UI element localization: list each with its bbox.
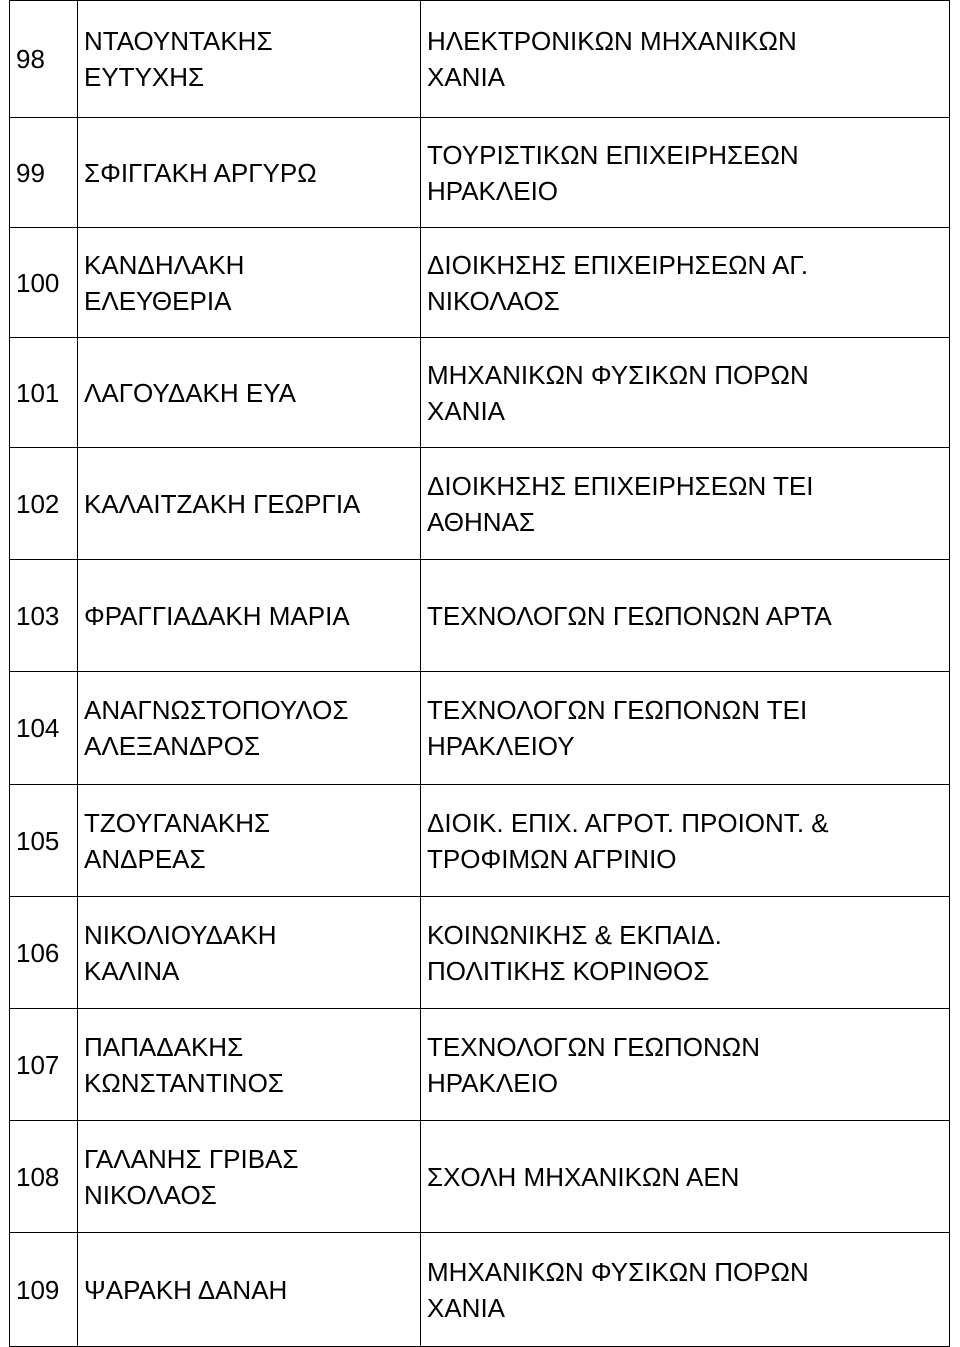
table-row (10, 1, 950, 118)
candidate-name (78, 118, 421, 228)
name-line: ΠΑΠΑΔΑΚΗΣ (84, 1031, 244, 1062)
school-line: ΔΙΟΙΚΗΣΗΣ ΕΠΙΧΕΙΡΗΣΕΩΝ ΤΕΙ (427, 470, 814, 501)
school-line: ΤΕΧΝΟΛΟΓΩΝ ΓΕΩΠΟΝΩΝ (427, 1031, 760, 1062)
name-line: ΨΑΡΑΚΗ ΔΑΝΑΗ (84, 1274, 288, 1305)
school-line: ΠΟΛΙΤΙΚΗΣ ΚΟΡΙΝΘΟΣ (427, 955, 710, 986)
school-line: ΑΘΗΝΑΣ (427, 506, 535, 537)
name-line: ΑΝΔΡΕΑΣ (84, 843, 206, 874)
table-row (10, 118, 950, 228)
row-number: 108 (10, 1121, 78, 1233)
school-line: ΝΙΚΟΛΑΟΣ (427, 285, 560, 316)
name-line: ΚΑΛΙΝΑ (84, 955, 180, 986)
candidate-name (78, 785, 421, 897)
row-number: 106 (10, 897, 78, 1009)
name-line: ΑΝΑΓΝΩΣΤΟΠΟΥΛΟΣ (84, 695, 349, 725)
candidate-name (78, 448, 421, 560)
name-line: ΝΤΑΟΥΝΤΑΚΗΣ (84, 26, 273, 56)
row-number: 102 (10, 448, 78, 560)
school-name (421, 448, 950, 560)
name-line: ΚΑΝΔΗΛΑΚΗ (84, 249, 245, 280)
school-name (421, 1233, 950, 1347)
school-name (421, 672, 950, 785)
name-line: ΝΙΚΟΛΑΟΣ (84, 1179, 217, 1210)
school-name (421, 897, 950, 1009)
row-number: 100 (10, 228, 78, 338)
school-line: ΜΗΧΑΝΙΚΩΝ ΦΥΣΙΚΩΝ ΠΟΡΩΝ (427, 359, 809, 390)
candidate-name (78, 228, 421, 338)
candidate-name (78, 560, 421, 672)
school-line: ΣΧΟΛΗ ΜΗΧΑΝΙΚΩΝ ΑΕΝ (427, 1161, 740, 1192)
school-name (421, 1, 950, 118)
school-line: ΤΡΟΦΙΜΩΝ ΑΓΡΙΝΙΟ (427, 843, 677, 874)
school-line: ΗΡΑΚΛΕΙΟΥ (427, 731, 575, 761)
school-line: ΔΙΟΙΚ. ΕΠΙΧ. ΑΓΡΟΤ. ΠΡΟΙΟΝΤ. & (427, 807, 829, 838)
school-line: ΧΑΝΙΑ (427, 1292, 506, 1323)
row-number: 98 (10, 1, 78, 118)
school-line: ΗΡΑΚΛΕΙΟ (427, 175, 559, 206)
name-line: ΑΛΕΞΑΝΔΡΟΣ (84, 731, 261, 761)
table-row (10, 448, 950, 560)
school-line: ΔΙΟΙΚΗΣΗΣ ΕΠΙΧΕΙΡΗΣΕΩΝ ΑΓ. (427, 249, 809, 280)
candidate-name (78, 897, 421, 1009)
table-row (10, 785, 950, 897)
name-line: ΛΑΓΟΥΔΑΚΗ ΕΥΑ (84, 377, 296, 408)
row-number: 104 (10, 672, 78, 785)
table-row (10, 338, 950, 448)
name-line: ΚΩΝΣΤΑΝΤΙΝΟΣ (84, 1067, 284, 1098)
name-line: ΦΡΑΓΓΙΑΔΑΚΗ ΜΑΡΙΑ (84, 600, 350, 631)
row-number: 103 (10, 560, 78, 672)
name-line: ΤΖΟΥΓΑΝΑΚΗΣ (84, 807, 271, 838)
name-line: ΕΥΤΥΧΗΣ (84, 62, 205, 92)
candidate-name (78, 672, 421, 785)
row-number: 101 (10, 338, 78, 448)
school-line: ΗΡΑΚΛΕΙΟ (427, 1067, 559, 1098)
school-name (421, 785, 950, 897)
table-row (10, 228, 950, 338)
school-name (421, 118, 950, 228)
candidate-name (78, 1233, 421, 1347)
row-number: 105 (10, 785, 78, 897)
row-number: 99 (10, 118, 78, 228)
name-line: ΣΦΙΓΓΑΚΗ ΑΡΓΥΡΩ (84, 157, 317, 188)
school-line: ΜΗΧΑΝΙΚΩΝ ΦΥΣΙΚΩΝ ΠΟΡΩΝ (427, 1256, 809, 1287)
candidate-name (78, 1, 421, 118)
school-line: ΤΟΥΡΙΣΤΙΚΩΝ ΕΠΙΧΕΙΡΗΣΕΩΝ (427, 139, 799, 170)
school-line: ΧΑΝΙΑ (427, 62, 506, 92)
school-name (421, 338, 950, 448)
candidate-name (78, 338, 421, 448)
results-table-body (10, 1, 950, 1347)
school-line: ΤΕΧΝΟΛΟΓΩΝ ΓΕΩΠΟΝΩΝ ΤΕΙ (427, 695, 808, 725)
school-line: ΧΑΝΙΑ (427, 395, 506, 426)
table-row (10, 1009, 950, 1121)
school-name (421, 560, 950, 672)
school-line: ΤΕΧΝΟΛΟΓΩΝ ΓΕΩΠΟΝΩΝ ΑΡΤΑ (427, 600, 832, 631)
name-line: ΕΛΕΥΘΕΡΙΑ (84, 285, 232, 316)
table-row (10, 672, 950, 785)
candidate-name (78, 1121, 421, 1233)
name-line: ΝΙΚΟΛΙΟΥΔΑΚΗ (84, 919, 277, 950)
school-line: ΚΟΙΝΩΝΙΚΗΣ & ΕΚΠΑΙΔ. (427, 919, 722, 950)
school-name (421, 1009, 950, 1121)
candidate-name (78, 1009, 421, 1121)
school-line: ΗΛΕΚΤΡΟΝΙΚΩΝ ΜΗΧΑΝΙΚΩΝ (427, 26, 797, 56)
table-row (10, 897, 950, 1009)
name-line: ΓΑΛΑΝΗΣ ΓΡΙΒΑΣ (84, 1143, 299, 1174)
table-row (10, 1121, 950, 1233)
school-name (421, 1121, 950, 1233)
school-name (421, 228, 950, 338)
results-table (9, 0, 950, 1347)
table-row (10, 1233, 950, 1347)
name-line: ΚΑΛΑΙΤΖΑΚΗ ΓΕΩΡΓΙΑ (84, 488, 361, 519)
row-number: 107 (10, 1009, 78, 1121)
row-number: 109 (10, 1233, 78, 1347)
table-row (10, 560, 950, 672)
